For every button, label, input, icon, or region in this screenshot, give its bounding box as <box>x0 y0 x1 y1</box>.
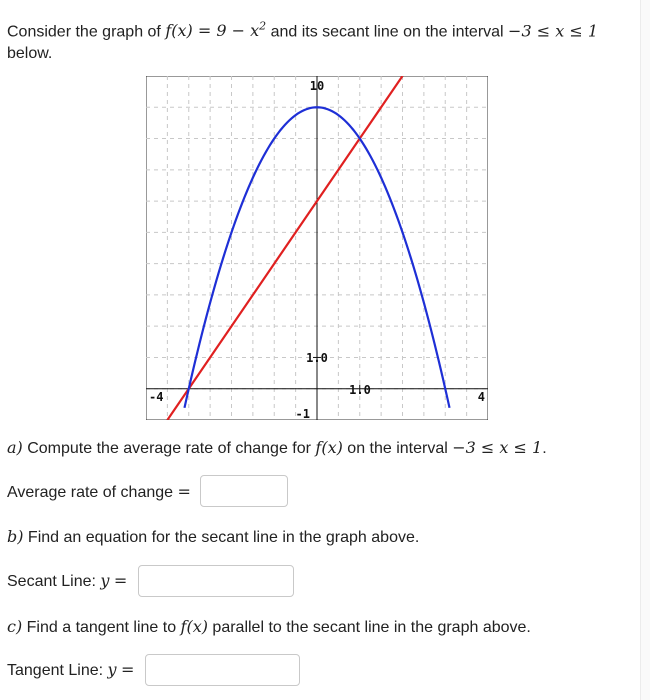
interval-expression: −3 ≤ x ≤ 1 <box>508 21 598 41</box>
average-rate-label: Average rate of change = <box>7 482 191 501</box>
function-graph <box>146 76 488 420</box>
question-c: c) Find a tangent line to f(x) parallel to the secant line in the graph above. <box>7 617 531 636</box>
secant-line-label: Secant Line: y = <box>7 571 128 590</box>
tangent-line-label: Tangent Line: y = <box>7 660 135 679</box>
x-min-label: -4 <box>149 390 164 404</box>
x-one-label: 1.0 <box>349 383 371 397</box>
y-min-label: -1 <box>295 407 310 420</box>
function-expression: $f(x) = 9 - x^2$ <box>165 20 267 41</box>
question-b: b) Find an equation for the secant line in the graph above. <box>7 527 420 546</box>
average-rate-input[interactable] <box>200 475 288 507</box>
y-one-label: 1.0 <box>306 351 328 365</box>
question-a: a) Compute the average rate of change for f(x) on the interval −3 ≤ x ≤ 1. <box>7 438 547 457</box>
secant-line-input[interactable] <box>138 565 294 597</box>
tangent-line-input[interactable] <box>145 654 300 686</box>
y-max-label: 10 <box>309 79 325 93</box>
problem-statement: Consider the graph of $f(x) = 9 - x^2$ and its secant line on the interval −3 ≤ x ≤ 1 below. <box>7 20 598 63</box>
x-max-label: 4 <box>477 390 485 404</box>
